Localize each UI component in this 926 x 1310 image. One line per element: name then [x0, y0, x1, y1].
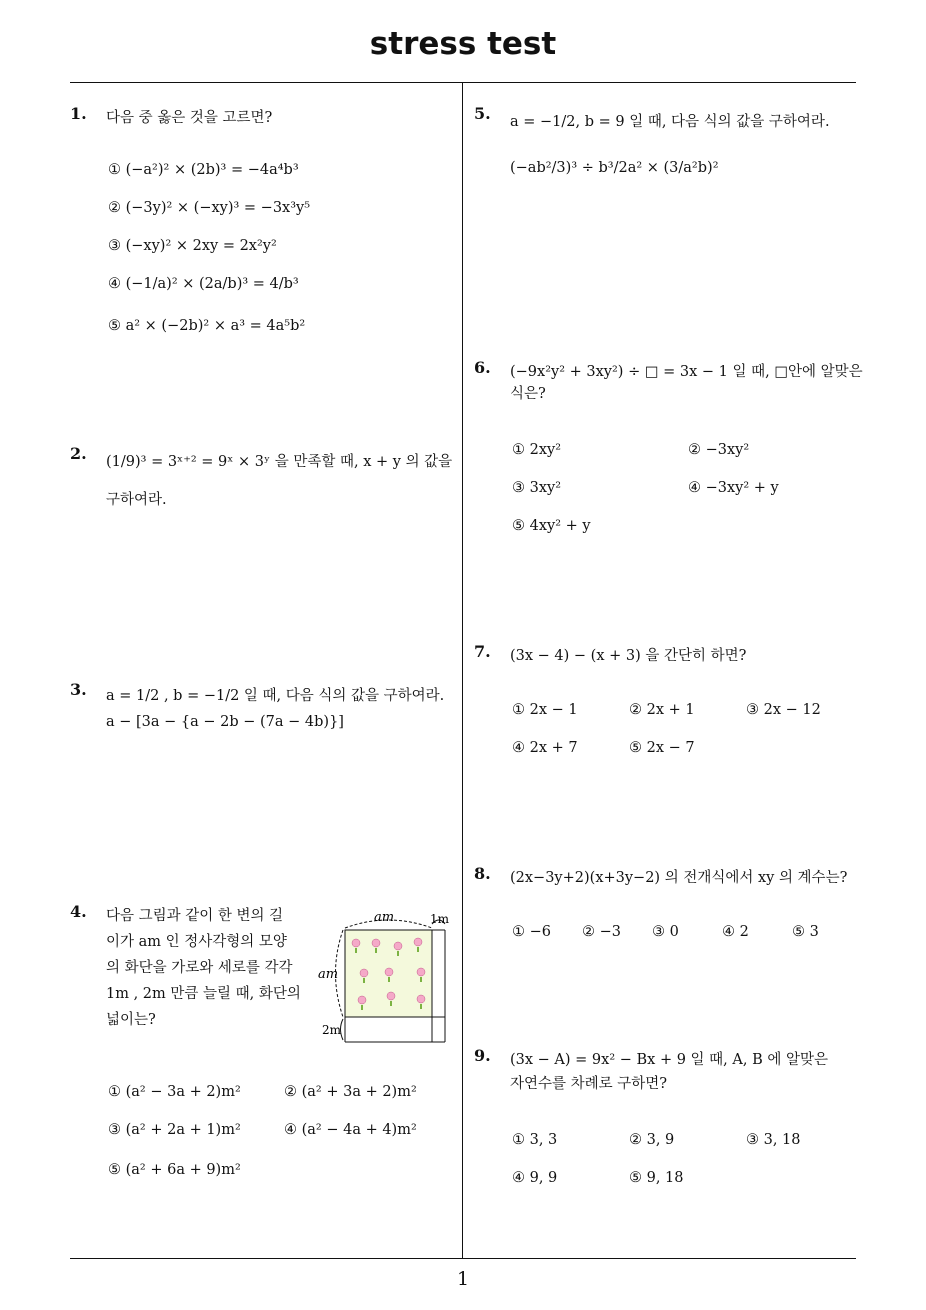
choice-1[interactable]: ① (a² − 3a + 2)m² — [108, 1084, 241, 1100]
choice-5[interactable]: ⑤ 3 — [792, 924, 819, 940]
choice-1[interactable]: ① 3, 3 — [512, 1132, 558, 1148]
question-text-line: 이가 am 인 정사각형의 모양 — [106, 934, 287, 950]
choice-3[interactable]: ③ (−xy)² × 2xy = 2x²y² — [108, 238, 277, 254]
question-number: 4. — [70, 902, 87, 921]
question-text: 다음 중 옳은 것을 고르면? — [106, 110, 273, 126]
choice-3[interactable]: ③ 0 — [652, 924, 679, 940]
choice-5[interactable]: ⑤ a² × (−2b)² × a³ = 4a⁵b² — [108, 318, 306, 334]
label-bottom-left: 2m — [322, 1023, 342, 1037]
choice-5[interactable]: ⑤ (a² + 6a + 9)m² — [108, 1162, 241, 1178]
bottom-rule — [70, 1258, 856, 1259]
question-text-line: 다음 그림과 같이 한 변의 길 — [106, 908, 284, 924]
choice-5[interactable]: ⑤ 4xy² + y — [512, 518, 591, 534]
question-text: (2x−3y+2)(x+3y−2) 의 전개식에서 xy 의 계수는? — [510, 870, 848, 886]
choice-1[interactable]: ① 2x − 1 — [512, 702, 578, 718]
question-text: (3x − A) = 9x² − Bx + 9 일 때, A, B 에 알맞은 — [510, 1052, 828, 1068]
question-number: 6. — [474, 358, 491, 377]
choice-3[interactable]: ③ 2x − 12 — [746, 702, 821, 718]
choice-2[interactable]: ② (a² + 3a + 2)m² — [284, 1084, 417, 1100]
question-text: a = 1/2 , b = −1/2 일 때, 다음 식의 값을 구하여라. — [106, 688, 445, 704]
question-number: 8. — [474, 864, 491, 883]
choice-4[interactable]: ④ −3xy² + y — [688, 480, 779, 496]
choice-2[interactable]: ② −3 — [582, 924, 621, 940]
question-text-cont: 구하여라. — [106, 492, 167, 508]
question-text: (3x − 4) − (x + 3) 을 간단히 하면? — [510, 648, 747, 664]
choice-4[interactable]: ④ (−1/a)² × (2a/b)³ = 4/b³ — [108, 276, 299, 292]
choice-4[interactable]: ④ 2 — [722, 924, 749, 940]
question-text-cont: 자연수를 차례로 구하면? — [510, 1076, 668, 1092]
question-text-line: 1m , 2m 만큼 늘릴 때, 화단의 — [106, 986, 301, 1002]
question-number: 7. — [474, 642, 491, 661]
choice-2[interactable]: ② −3xy² — [688, 442, 750, 458]
choice-4[interactable]: ④ (a² − 4a + 4)m² — [284, 1122, 417, 1138]
choice-5[interactable]: ⑤ 9, 18 — [629, 1170, 684, 1186]
choice-5[interactable]: ⑤ 2x − 7 — [629, 740, 695, 756]
question-text-line: 넓이는? — [106, 1012, 156, 1028]
question-text: a = −1/2, b = 9 일 때, 다음 식의 값을 구하여라. — [510, 114, 830, 130]
question-number: 1. — [70, 104, 87, 123]
choice-2[interactable]: ② 3, 9 — [629, 1132, 675, 1148]
choice-3[interactable]: ③ 3, 18 — [746, 1132, 801, 1148]
question-text-line: 의 화단을 가로와 세로를 각각 — [106, 960, 293, 976]
choice-1[interactable]: ① (−a²)² × (2b)³ = −4a⁴b³ — [108, 162, 299, 178]
expression: (−ab²/3)³ ÷ b³/2a² × (3/a²b)² — [510, 160, 719, 176]
page-title: stress test — [369, 26, 557, 62]
label-top: am — [374, 910, 395, 925]
choice-4[interactable]: ④ 9, 9 — [512, 1170, 558, 1186]
column-divider — [462, 83, 463, 1259]
expression: a − [3a − {a − 2b − (7a − 4b)}] — [106, 714, 344, 730]
choice-3[interactable]: ③ (a² + 2a + 1)m² — [108, 1122, 241, 1138]
choice-1[interactable]: ① −6 — [512, 924, 551, 940]
question-number: 5. — [474, 104, 491, 123]
flowerbed-figure — [314, 906, 454, 1048]
choice-2[interactable]: ② 2x + 1 — [629, 702, 695, 718]
choice-3[interactable]: ③ 3xy² — [512, 480, 562, 496]
question-number: 9. — [474, 1046, 491, 1065]
choice-4[interactable]: ④ 2x + 7 — [512, 740, 578, 756]
question-text-cont: 식은? — [510, 386, 546, 402]
question-number: 2. — [70, 444, 87, 463]
label-right-top: 1m — [430, 912, 450, 926]
choice-1[interactable]: ① 2xy² — [512, 442, 562, 458]
page-number: 1 — [456, 1268, 470, 1290]
top-rule — [70, 82, 856, 83]
choice-2[interactable]: ② (−3y)² × (−xy)³ = −3x³y⁵ — [108, 200, 311, 216]
question-text: (1/9)³ = 3ˣ⁺² = 9ˣ × 3ʸ 을 만족할 때, x + y 의 값을 — [106, 454, 453, 470]
label-left: am — [318, 967, 339, 982]
question-number: 3. — [70, 680, 87, 699]
question-text: (−9x²y² + 3xy²) ÷ □ = 3x − 1 일 때, □안에 알맞은 — [510, 364, 863, 380]
